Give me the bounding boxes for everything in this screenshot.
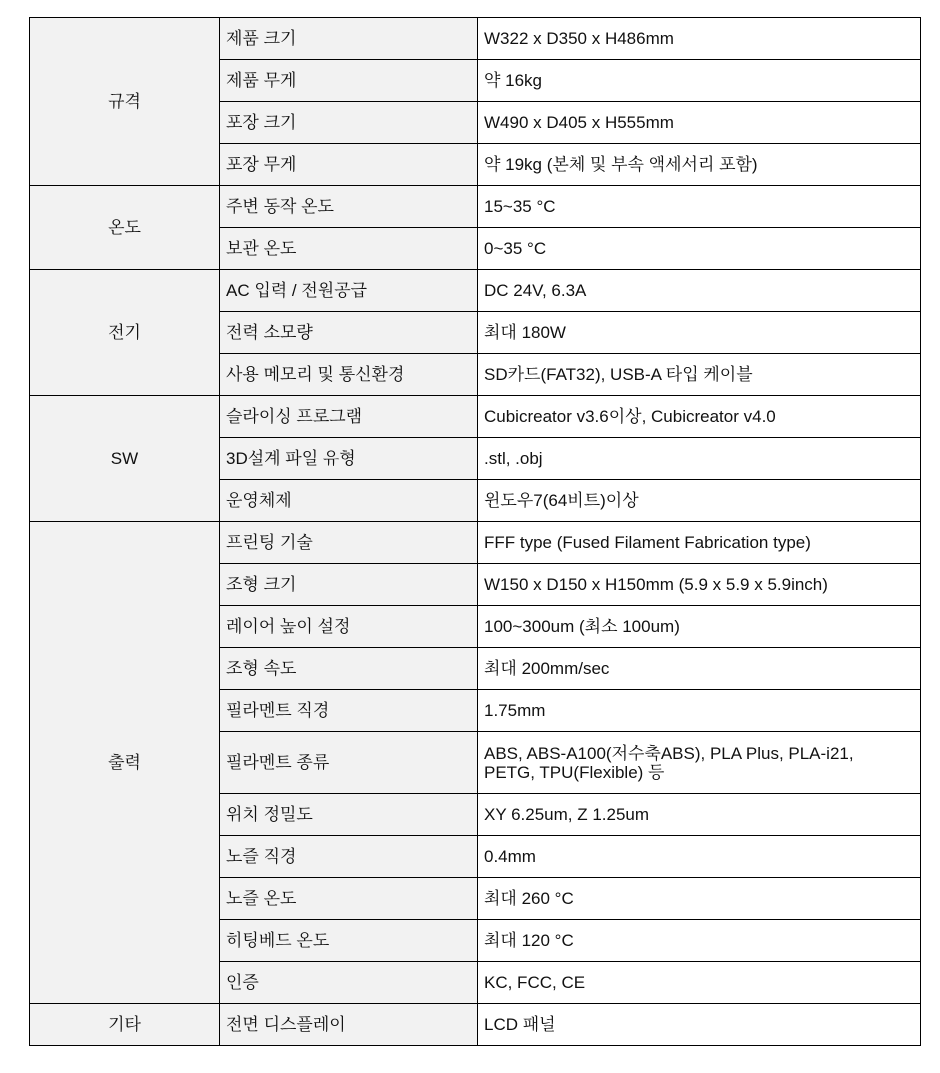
item-label: 전력 소모량 [220,312,478,354]
item-label: 히팅베드 온도 [220,920,478,962]
item-label: 전면 디스플레이 [220,1004,478,1046]
item-label: 프린팅 기술 [220,522,478,564]
item-value: XY 6.25um, Z 1.25um [478,794,921,836]
item-label: 보관 온도 [220,228,478,270]
category-cell: 전기 [30,270,220,396]
item-value [478,732,921,794]
table-row [30,1004,921,1046]
item-value: SD카드(FAT32), USB-A 타입 케이블 [478,354,921,396]
category-cell: 규격 [30,18,220,186]
item-value: W150 x D150 x H150mm (5.9 x 5.9 x 5.9inch) [478,564,921,606]
item-value: DC 24V, 6.3A [478,270,921,312]
item-value: 0~35 °C [478,228,921,270]
category-cell: 기타 [30,1004,220,1046]
item-value-line: PETG, TPU(Flexible) 등 [484,762,665,782]
category-cell: 출력 [30,522,220,1004]
item-label: 조형 크기 [220,564,478,606]
item-value: 100~300um (최소 100um) [478,606,921,648]
item-value: 최대 200mm/sec [478,648,921,690]
item-value: W490 x D405 x H555mm [478,102,921,144]
item-value: FFF type (Fused Filament Fabrication type) [478,522,921,564]
table-row [30,18,921,60]
item-label: 슬라이싱 프로그램 [220,396,478,438]
spec-table [29,17,921,1046]
item-value-line: ABS, ABS-A100(저수축ABS), PLA Plus, PLA-i21, [484,743,854,763]
item-label: 3D설계 파일 유형 [220,438,478,480]
item-value: Cubicreator v3.6이상, Cubicreator v4.0 [478,396,921,438]
item-label: AC 입력 / 전원공급 [220,270,478,312]
item-value: 약 19kg (본체 및 부속 액세서리 포함) [478,144,921,186]
item-label: 제품 크기 [220,18,478,60]
item-label: 조형 속도 [220,648,478,690]
item-label: 사용 메모리 및 통신환경 [220,354,478,396]
item-value: 15~35 °C [478,186,921,228]
item-label: 제품 무게 [220,60,478,102]
item-label: 인증 [220,962,478,1004]
item-value: 1.75mm [478,690,921,732]
item-value: 윈도우7(64비트)이상 [478,480,921,522]
item-label: 포장 무게 [220,144,478,186]
category-cell: SW [30,396,220,522]
item-value: 0.4mm [478,836,921,878]
item-label: 운영체제 [220,480,478,522]
table-row [30,396,921,438]
item-label: 위치 정밀도 [220,794,478,836]
item-label: 노즐 온도 [220,878,478,920]
item-value: .stl, .obj [478,438,921,480]
item-value: 최대 260 °C [478,878,921,920]
item-value: 최대 180W [478,312,921,354]
category-cell: 온도 [30,186,220,270]
item-value: W322 x D350 x H486mm [478,18,921,60]
item-value: KC, FCC, CE [478,962,921,1004]
item-label: 레이어 높이 설정 [220,606,478,648]
table-row [30,186,921,228]
item-value: 약 16kg [478,60,921,102]
item-label: 주변 동작 온도 [220,186,478,228]
item-value: LCD 패널 [478,1004,921,1046]
item-label: 필라멘트 종류 [220,732,478,794]
item-value: 최대 120 °C [478,920,921,962]
item-label: 포장 크기 [220,102,478,144]
table-row [30,522,921,564]
item-label: 노즐 직경 [220,836,478,878]
table-row [30,270,921,312]
item-label: 필라멘트 직경 [220,690,478,732]
